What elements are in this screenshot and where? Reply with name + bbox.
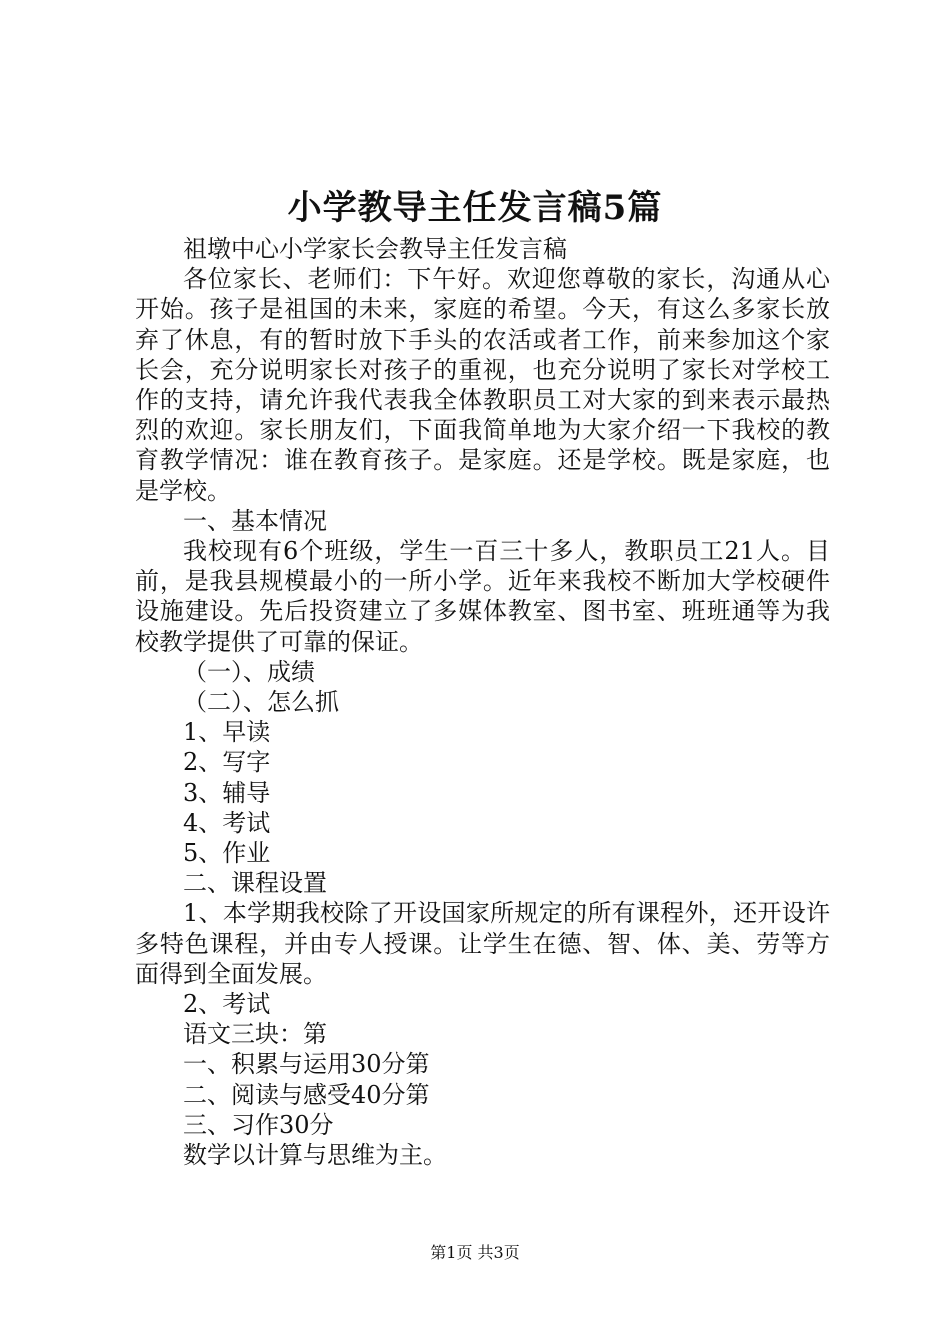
paragraph: 语文三块：第 — [183, 1020, 327, 1049]
paragraph: 各位家长、老师们：下午好。欢迎您尊敬的家长，沟通从心开始。孩子是祖国的未来，家庭的希望。今天，有这么多家长放弃了休息，有的暂时放下手头的农活或者工作，前来参加这个家长会，充分说明家长对孩子的重视，也充分说明了家长对学校工作的支持，请允许我代表我全体教职员工对大家的到来表示最热烈的欢迎。家长朋友们，下面我简单地为大家介绍一下我校的教育教学情况：谁在教育孩子。是家庭。还是学校。既是家庭，也是学校。 — [135, 265, 830, 505]
paragraph: 数学以计算与思维为主。 — [183, 1141, 447, 1170]
page-indicator: 第1页 共3页 — [430, 1243, 520, 1262]
paragraph: 1、本学期我校除了开设国家所规定的所有课程外，还开设许多特色课程，并由专人授课。让学生在德、智、体、美、劳等方面得到全面发展。 — [135, 899, 830, 988]
paragraph: 一、积累与运用30分第 — [183, 1050, 430, 1079]
document-body — [135, 234, 830, 1170]
list-item: 2、写字 — [183, 748, 271, 777]
paragraph: 我校现有6个班级，学生一百三十多人，教职员工21人。目前，是我县规模最小的一所小学。近年来我校不断加大学校硬件设施建设。先后投资建立了多媒体教室、图书室、班班通等为我校教学提供了可靠的保证。 — [135, 537, 830, 656]
section-heading: 一、基本情况 — [183, 506, 327, 535]
document-title: 小学教导主任发言稿5篇 — [287, 188, 663, 228]
paragraph: 二、阅读与感受40分第 — [183, 1080, 430, 1109]
list-item: 5、作业 — [183, 839, 271, 868]
sub-heading: （二）、怎么抓 — [183, 688, 339, 717]
paragraph: 祖墩中心小学家长会教导主任发言稿 — [183, 235, 567, 263]
paragraph: 三、习作30分 — [183, 1110, 334, 1139]
sub-heading: （一）、成绩 — [183, 657, 315, 686]
list-item: 1、早读 — [183, 718, 271, 747]
list-item: 3、辅导 — [183, 778, 271, 807]
list-item: 2、考试 — [183, 990, 271, 1019]
section-heading: 二、课程设置 — [183, 869, 327, 898]
list-item: 4、考试 — [183, 808, 271, 837]
